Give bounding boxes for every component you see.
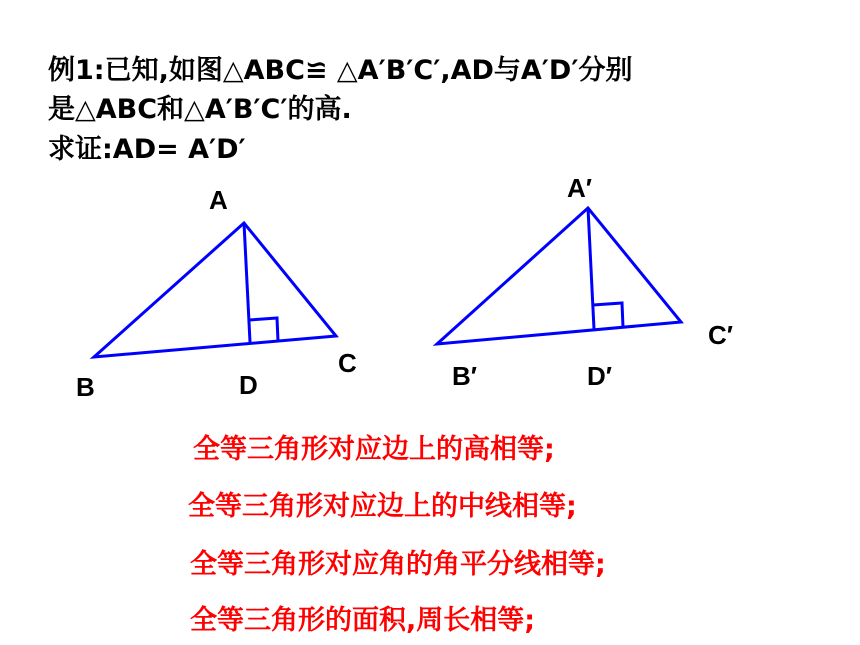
conclusion-2: 全等三角形对应边上的中线相等; xyxy=(188,491,577,522)
problem-line-3: 求证:AD= A′D′ xyxy=(48,134,246,165)
right-angle-mark-d xyxy=(249,318,278,341)
altitude-a-prime-d-prime xyxy=(588,208,594,329)
conclusion-1: 全等三角形对应边上的高相等; xyxy=(193,434,555,465)
foot-label-d-prime: D′ xyxy=(587,361,613,391)
triangle-abc-outline xyxy=(94,223,336,357)
vertex-label-b-prime: B′ xyxy=(452,361,478,391)
problem-line-2: 是△ABC和△A′B′C′的高. xyxy=(48,94,352,125)
conclusion-3: 全等三角形对应角的角平分线相等; xyxy=(190,549,606,580)
vertex-label-a: A xyxy=(209,185,228,215)
triangle-abc xyxy=(94,223,336,357)
problem-line-1: 例1:已知,如图△ABC≌ △A′B′C′,AD与A′D′分别 xyxy=(48,55,633,86)
vertex-label-c: C xyxy=(338,348,357,378)
conclusion-4: 全等三角形的面积,周长相等; xyxy=(190,605,536,636)
triangle-a-prime-b-prime-c-prime xyxy=(437,208,681,344)
vertex-label-a-prime: A′ xyxy=(567,173,593,203)
altitude-ad xyxy=(244,223,250,342)
foot-label-d: D xyxy=(239,370,258,400)
triangle-prime-outline xyxy=(437,208,681,344)
right-angle-mark-d-prime xyxy=(593,303,623,327)
vertex-label-c-prime: C′ xyxy=(708,320,734,350)
vertex-label-b: B xyxy=(76,372,95,402)
